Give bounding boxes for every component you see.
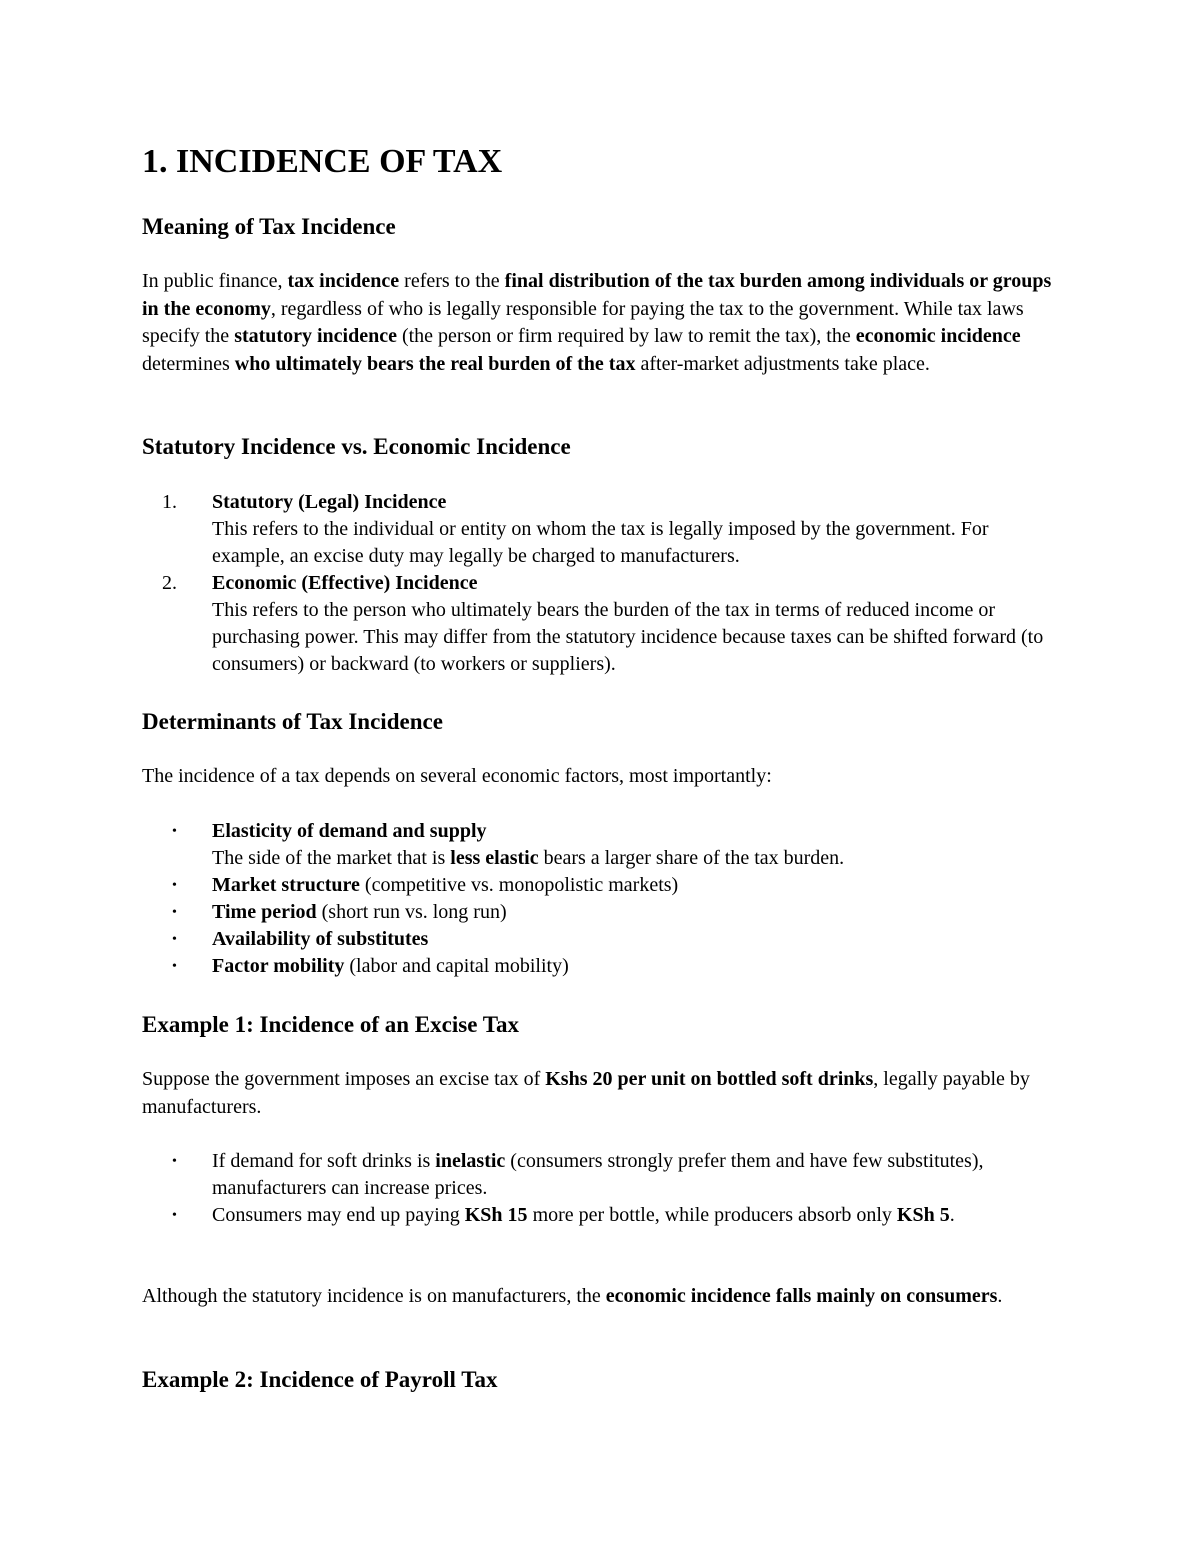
- list-item: • Time period (short run vs. long run): [142, 899, 1062, 926]
- bullet-icon: •: [172, 932, 177, 947]
- paragraph-determinants-intro: The incidence of a tax depends on several economic factors, most importantly:: [142, 765, 772, 787]
- bullet-icon: •: [172, 824, 177, 839]
- list-item: • Market structure (competitive vs. monopolistic markets): [142, 872, 1062, 899]
- item-title: Economic (Effective) Incidence: [212, 572, 478, 594]
- document-title: 1. INCIDENCE OF TAX: [142, 143, 503, 180]
- bullet-icon: •: [172, 1154, 177, 1169]
- paragraph-example-1-intro: Suppose the government imposes an excise tax of Kshs 20 per unit on bottled soft drinks, legally payable by manufacturers.: [142, 1068, 1030, 1118]
- bullet-icon: •: [172, 905, 177, 920]
- item-text: This refers to the person who ultimately bears the burden of the tax in terms of reduced income or purchasing power. This may differ from the statutory incidence because taxes can be shifted forward (to consumers) or backward (to workers or suppliers).: [212, 599, 1044, 675]
- heading-example-2: Example 2: Incidence of Payroll Tax: [142, 1367, 498, 1392]
- example-1-list: [142, 1148, 1062, 1229]
- heading-determinants: Determinants of Tax Incidence: [142, 709, 443, 734]
- incidence-types-list: [142, 489, 1062, 678]
- heading-statutory-vs-economic: Statutory Incidence vs. Economic Incidence: [142, 434, 571, 459]
- item-title: Elasticity of demand and supply: [212, 820, 487, 842]
- item-text: This refers to the individual or entity on whom the tax is legally imposed by the government. For example, an excise duty may legally be charged to manufacturers.: [212, 518, 989, 567]
- bullet-icon: •: [172, 959, 177, 974]
- bullet-icon: •: [172, 1208, 177, 1223]
- list-item: [142, 570, 1062, 678]
- list-item: [142, 818, 1062, 872]
- heading-meaning: Meaning of Tax Incidence: [142, 214, 396, 239]
- determinants-list: [142, 818, 1062, 980]
- list-item: • Consumers may end up paying KSh 15 more per bottle, while producers absorb only KSh 5.: [142, 1202, 1062, 1229]
- bullet-icon: •: [172, 878, 177, 893]
- list-item: • Availability of substitutes: [142, 926, 1062, 953]
- list-item: • Factor mobility (labor and capital mobility): [142, 953, 1062, 980]
- list-item: [142, 489, 1062, 570]
- paragraph-example-1-conclusion: Although the statutory incidence is on manufacturers, the economic incidence falls mainly on consumers.: [142, 1285, 1003, 1307]
- item-text: The side of the market that is less elastic bears a larger share of the tax burden.: [212, 847, 845, 869]
- item-title: Statutory (Legal) Incidence: [212, 491, 447, 513]
- paragraph-meaning: In public finance, tax incidence refers to the final distribution of the tax burden among individuals or groups in the economy, regardless of who is legally responsible for paying the tax to the government. While tax laws specify the statutory incidence (the person or firm required by law to remit the tax), the economic incidence determines who ultimately bears the real burden of the tax after-market adjustments take place.: [142, 270, 1052, 375]
- heading-example-1: Example 1: Incidence of an Excise Tax: [142, 1012, 519, 1037]
- list-number: 1.: [162, 491, 177, 513]
- list-item: • If demand for soft drinks is inelastic (consumers strongly prefer them and have few substitutes), manufacturers can increase prices.: [172, 1150, 984, 1199]
- list-number: 2.: [162, 572, 177, 594]
